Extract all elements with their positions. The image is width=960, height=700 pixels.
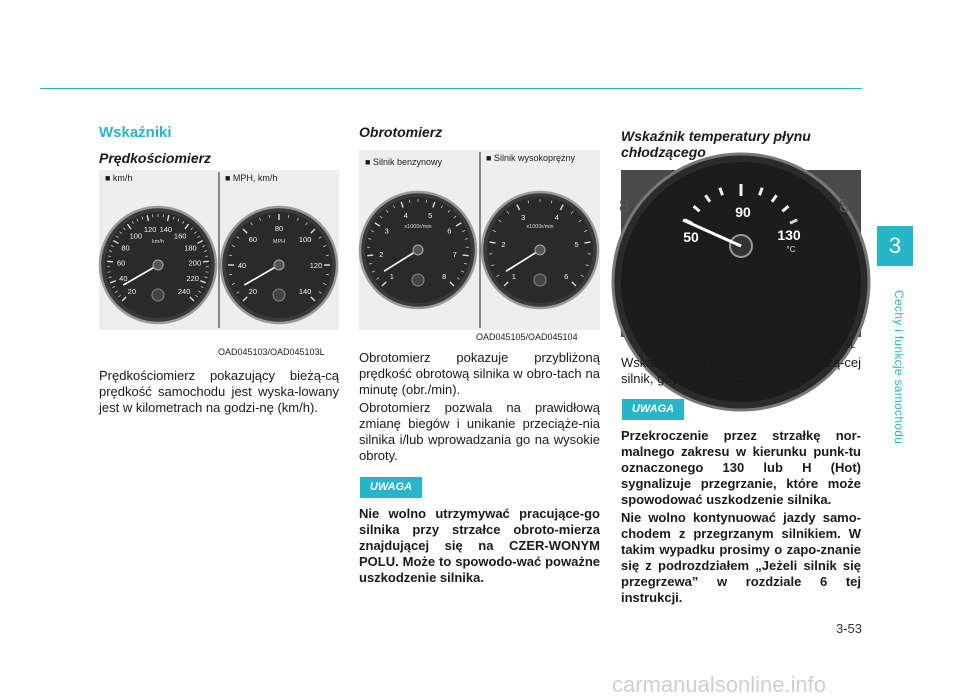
temperature-gauge-illustration [621,170,861,337]
tachometer-warning: Nie wolno utrzymywać pracujące-go silnika przy strzałce obroto-mierza znajdującej się na CZER-WONYM POLU. Może to spowodo-wać poważne uszkodzenie silnika. [359,506,600,585]
tachometer-description-1: Obrotomierz pokazuje przybliżoną prędkość obrotową silnika w obro-tach na minutę (obr./min). [359,350,600,397]
temperature-warning-1: Przekroczenie przez strzałkę nor-malnego zakresu w kierunku punk-tu oznaczonego 130 lub H (Hot) sygnalizuje przegrzanie, które może spowodować uszkodzenie silnika. [621,428,861,507]
temperature-tick-label: 130 [777,227,801,243]
figure-code: OAD045106L [801,340,856,350]
speedometer-left-tick-label: 140 [159,224,173,234]
tachometer-left-tick-label: 1 [389,272,394,282]
tachometer-right-tick-label: 3 [521,213,526,223]
warning-badge: UWAGA [622,399,684,420]
speedometer-right-tick-label: 120 [309,261,323,270]
temperature-unit-label: °C [786,245,796,254]
speedometer-left-tick-label: 240 [177,287,191,297]
tachometer-left-tick-label: 8 [442,272,447,282]
tachometer-left-tick-label: 7 [452,250,457,260]
svg-text:8: 8 [839,196,850,216]
tachometer-left-unit-label: x1000r/min [404,224,432,230]
speedometer-left-tick-label: 60 [116,258,126,268]
temperature-tick-label: 90 [735,204,751,220]
speedometer-label-mph-kmh: ■ MPH, km/h [225,173,278,183]
speedometer-left-tick-label: 160 [173,231,187,241]
speedometer-figure [99,170,339,330]
tachometer-right-tick-label: 2 [501,240,506,250]
tachometer-left-tick-label: 3 [384,226,389,236]
temperature-gauge-description: Wskazuje temperaturę cieczy chłodzą-cej silnik, gdy zapłon jest włączony. [621,355,861,386]
speedometer-heading: Prędkościomierz [99,150,212,166]
speedometer-description: Prędkościomierz pokazujący bieżą-cą prędkość samochodu jest wyska-lowany jest w kilometrach na godzi-nę (km/h). [99,368,339,415]
tachometer-right-tick-label: 4 [554,213,559,223]
speedometer-illustration [99,170,339,330]
temperature-warning-2: Nie wolno kontynuować jazdy samo-chodem z przegrzanym silnikiem. W takim wypadku prosimy o zapo-znanie się z podrozdziałem „Jeżeli silnik się przegrzewa” w rozdziale 6 tej instrukcji. [621,510,861,605]
page-number: 3-53 [835,621,862,636]
speedometer-left-tick-label: 100 [129,231,143,241]
tachometer-left-tick-label: 2 [379,250,384,260]
speedometer-right-unit-label: MPH [272,239,286,245]
speedometer-right-tick-label: 40 [237,261,247,270]
speedometer-left-unit-label: km/h [152,239,164,245]
speedometer-right-tick-label: 140 [298,287,312,297]
speedometer-left-tick-label: 180 [184,243,197,253]
tachometer-left-tick-label: 5 [428,211,433,221]
temperature-tick-label: 50 [683,229,699,245]
chapter-title: Cechy i funkcje samochodu [892,290,906,445]
speedometer-left-tick-label: 220 [186,273,199,283]
tachometer-right-tick-label: 6 [564,272,569,282]
tachometer-right-unit-label: x1000r/min [526,224,554,230]
speedometer-left-tick-label: 20 [127,287,137,297]
tachometer-heading: Obrotomierz [359,124,443,140]
figure-code: OAD045103/OAD045103L [218,347,325,357]
speedometer-right-tick-label: 80 [274,224,284,233]
speedometer-left-tick-label: 40 [119,273,128,283]
speedometer-left-tick-label: 200 [188,258,202,268]
section-heading: Wskaźniki [99,124,172,141]
header-rule [40,88,862,89]
watermark: carmanualsonline.info [612,672,827,697]
tachometer-illustration [359,150,600,330]
svg-text:8: 8 [619,196,630,216]
tachometer-figure [359,150,600,330]
speedometer-right-tick-label: 100 [298,234,312,244]
tachometer-left-tick-label: 4 [403,211,408,221]
temperature-gauge-heading: Wskaźnik temperatury płynu chłodzącego [621,128,811,160]
speedometer-right-tick-label: 20 [248,287,258,297]
speedometer-label-kmh: ■ km/h [105,173,133,183]
tachometer-right-tick-label: 5 [574,240,579,250]
speedometer-left-tick-label: 120 [143,224,157,234]
figure-code: OAD045105/OAD045104 [476,332,578,342]
tachometer-label-petrol: ■ Silnik benzynowy [365,157,442,167]
speedometer-right-tick-label: 60 [248,234,258,244]
tachometer-label-diesel: ■ Silnik wysokoprężny [486,153,575,163]
warning-badge: UWAGA [360,477,422,498]
tachometer-description-2: Obrotomierz pozwala na prawidłową zmianę biegów i unikanie przeciąże-nia silnika i/lub wprowadzania go na wysokie obroty. [359,400,600,463]
tachometer-right-tick-label: 1 [511,272,516,282]
tachometer-left-tick-label: 6 [447,226,452,236]
temperature-gauge-figure [621,170,861,337]
speedometer-left-tick-label: 80 [121,243,130,253]
chapter-number-tab: 3 [877,226,913,266]
